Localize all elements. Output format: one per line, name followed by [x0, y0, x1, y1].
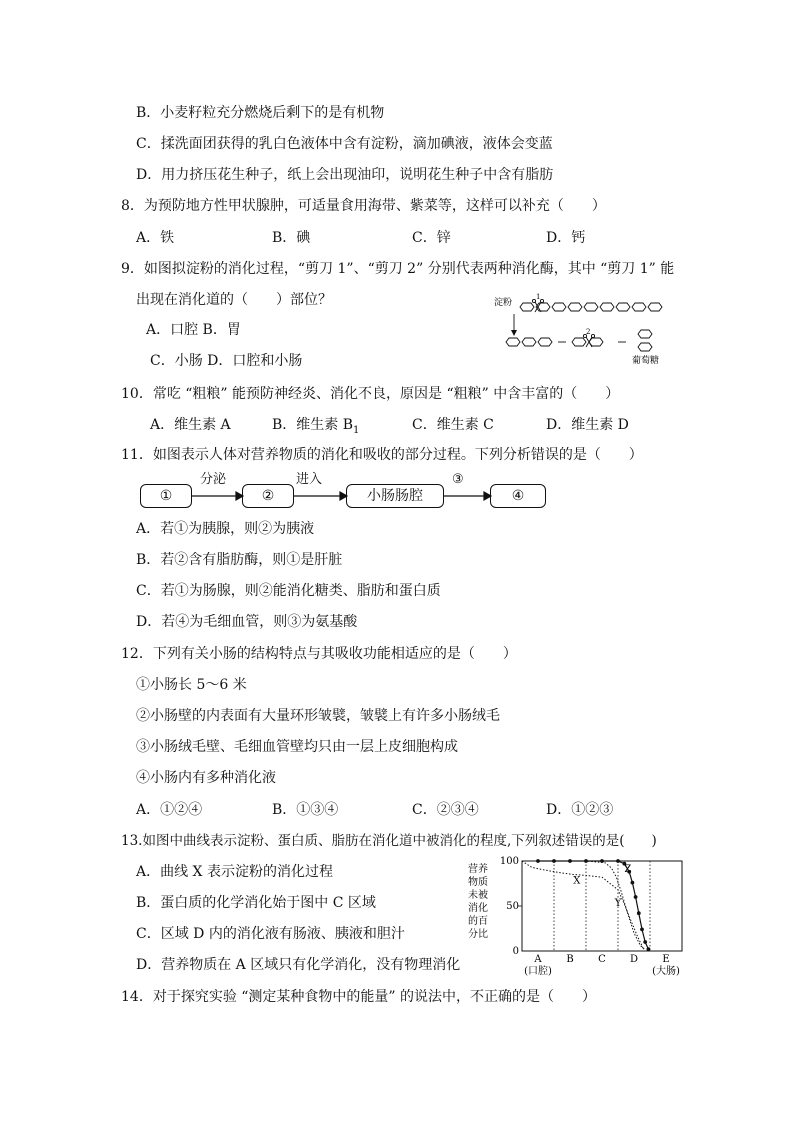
q12-option-b: B．①③④ — [272, 802, 339, 818]
q10-option-c: C．维生素 C — [412, 417, 494, 433]
flow-arrow-3-label: ③ — [452, 472, 464, 487]
q11-option-d: D．若④为毛细血管，则③为氨基酸 — [136, 614, 358, 630]
xtick-D: D — [629, 954, 639, 965]
q12-item-3: ③小肠绒毛壁、毛细血管壁均只由一层上皮细胞构成 — [136, 739, 458, 755]
series-point-Z-4 — [600, 859, 604, 863]
series-point-Z-0 — [536, 859, 540, 863]
ytick-100: 100 — [499, 856, 519, 867]
series-point-Z-2 — [568, 859, 572, 863]
chart-y-axis-label — [468, 862, 488, 940]
xtick-sublabel-A: (口腔) — [524, 966, 552, 977]
flow-box-3: 小肠肠腔 — [346, 484, 444, 508]
q11-option-a: A．若①为胰腺，则②为胰液 — [136, 521, 315, 537]
starch-digestion-figure — [492, 292, 682, 368]
ylabel-line-1: 营养 — [468, 864, 488, 875]
q10-option-d: D．维生素 D — [546, 417, 629, 433]
q12-item-2: ②小肠壁的内表面有大量环形皱襞，皱襞上有许多小肠绒毛 — [136, 708, 500, 724]
xtick-A: A — [534, 954, 542, 965]
series-label-Z: Z — [624, 863, 632, 875]
q8-option-d: D．钙 — [546, 230, 586, 246]
q11-option-b: B．若②含有脂肪酶，则①是肝脏 — [136, 552, 343, 568]
chart-x-labels — [524, 954, 680, 977]
q7-option-c: C．揉洗面团获得的乳白色液体中含有淀粉，滴加碘液，液体会变蓝 — [136, 136, 553, 152]
q10-option-b-text: B．维生素 B — [272, 417, 354, 433]
q9-options-cd: C．小肠 D．口腔和小肠 — [150, 353, 303, 369]
series-label-X: X — [573, 875, 581, 887]
q11-flow-diagram — [140, 470, 550, 518]
series-point-Z-10 — [637, 911, 641, 915]
ytick-50: 50 — [506, 901, 519, 912]
q10-option-b-subscript: 1 — [353, 424, 360, 436]
series-point-Z-5 — [616, 859, 620, 863]
q12-stem: 12．下列有关小肠的结构特点与其吸收功能相适应的是（ ） — [121, 646, 517, 662]
q7-option-d: D．用力挤压花生种子，纸上会出现油印，说明花生种子中含有脂肪 — [136, 167, 554, 183]
q10-option-a: A．维生素 A — [150, 417, 231, 433]
q13-stem: 13.如图中曲线表示淀粉、蛋白质、脂肪在消化道中被消化的程度,下列叙述错误的是( ) — [121, 833, 657, 849]
q13-option-c: C．区域 D 内的消化液有肠液、胰液和胆汁 — [136, 926, 405, 942]
ylabel-line-4: 消化 — [468, 903, 488, 914]
q13-option-d: D．营养物质在 A 区域只有化学消化，没有物理消化 — [136, 957, 461, 973]
figure-glucose-label: 葡萄糖 — [632, 356, 660, 366]
scissors-1-label: 1 — [536, 293, 541, 301]
q9-stem-line1: 9．如图拟淀粉的消化过程，“剪刀 1”、“剪刀 2” 分别代表两种消化酶，其中 “剪刀 1” 能 — [121, 261, 675, 277]
series-point-Z-3 — [584, 859, 588, 863]
chart-frame — [522, 861, 682, 951]
series-point-Z-8 — [631, 881, 635, 885]
series-point-Z-13 — [647, 947, 651, 951]
q11-option-c: C．若①为肠腺，则②能消化糖类、脂肪和蛋白质 — [136, 583, 441, 599]
flow-box-1: ① — [140, 484, 192, 508]
digestion-curve-chart — [462, 852, 688, 978]
flow-arrow-1-label: 分泌 — [200, 472, 227, 487]
q8-option-c: C．锌 — [412, 230, 451, 246]
q8-option-b: B．碘 — [272, 230, 311, 246]
q8-stem: 8．为预防地方性甲状腺肿，可适量食用海带、紫菜等，这样可以补充（ ） — [121, 198, 606, 214]
q11-stem: 11．如图表示人体对营养物质的消化和吸收的部分过程。下列分析错误的是（ ） — [121, 447, 643, 463]
ylabel-line-2: 物质 — [468, 877, 488, 888]
series-point-Z-12 — [643, 940, 647, 944]
q9-options-ab: A．口腔 B．胃 — [146, 322, 241, 338]
flow-arrow-2-label: 进入 — [296, 472, 323, 487]
q8-option-a: A．铁 — [136, 230, 175, 246]
q12-option-a: A．①②④ — [136, 802, 203, 818]
q10-stem: 10．常吃 “粗粮” 能预防神经炎、消化不良，原因是 “粗粮” 中含丰富的（ ） — [121, 386, 620, 402]
series-label-Y: Y — [614, 898, 622, 909]
q13-option-b: B．蛋白质的化学消化始于图中 C 区域 — [136, 895, 376, 911]
xtick-sublabel-E: (大肠) — [652, 966, 680, 977]
q9-stem-line2: 出现在消化道的（ ）部位？ — [136, 292, 332, 308]
q12-option-c: C．②③④ — [412, 802, 479, 818]
ylabel-line-5: 的百 — [468, 916, 488, 927]
flow-box-4: ④ — [490, 484, 546, 508]
q13-option-a: A．曲线 X 表示淀粉的消化过程 — [136, 864, 333, 880]
q7-option-b: B．小麦籽粒充分燃烧后剩下的是有机物 — [136, 105, 385, 121]
xtick-C: C — [598, 954, 606, 965]
flow-box-2: ② — [242, 484, 294, 508]
q14-stem: 14．对于探究实验 “测定某种食物中的能量” 的说法中，不正确的是（ ） — [121, 989, 597, 1005]
ylabel-line-3: 未被 — [468, 890, 488, 901]
series-point-Z-11 — [640, 928, 644, 932]
ylabel-line-6: 分比 — [468, 929, 488, 940]
ytick-0: 0 — [512, 946, 519, 957]
series-line-Z — [538, 861, 648, 949]
xtick-E: E — [662, 954, 670, 965]
q10-option-b — [272, 416, 359, 440]
scissors-2-label: 2 — [586, 328, 591, 336]
q12-item-4: ④小肠内有多种消化液 — [136, 770, 276, 786]
series-point-Z-9 — [634, 895, 638, 899]
q12-option-d: D．①②③ — [546, 802, 614, 818]
figure-starch-label: 淀粉 — [494, 298, 513, 308]
q12-item-1: ①小肠长 5～6 米 — [136, 677, 247, 693]
series-point-Z-1 — [552, 859, 556, 863]
xtick-B: B — [566, 954, 574, 965]
